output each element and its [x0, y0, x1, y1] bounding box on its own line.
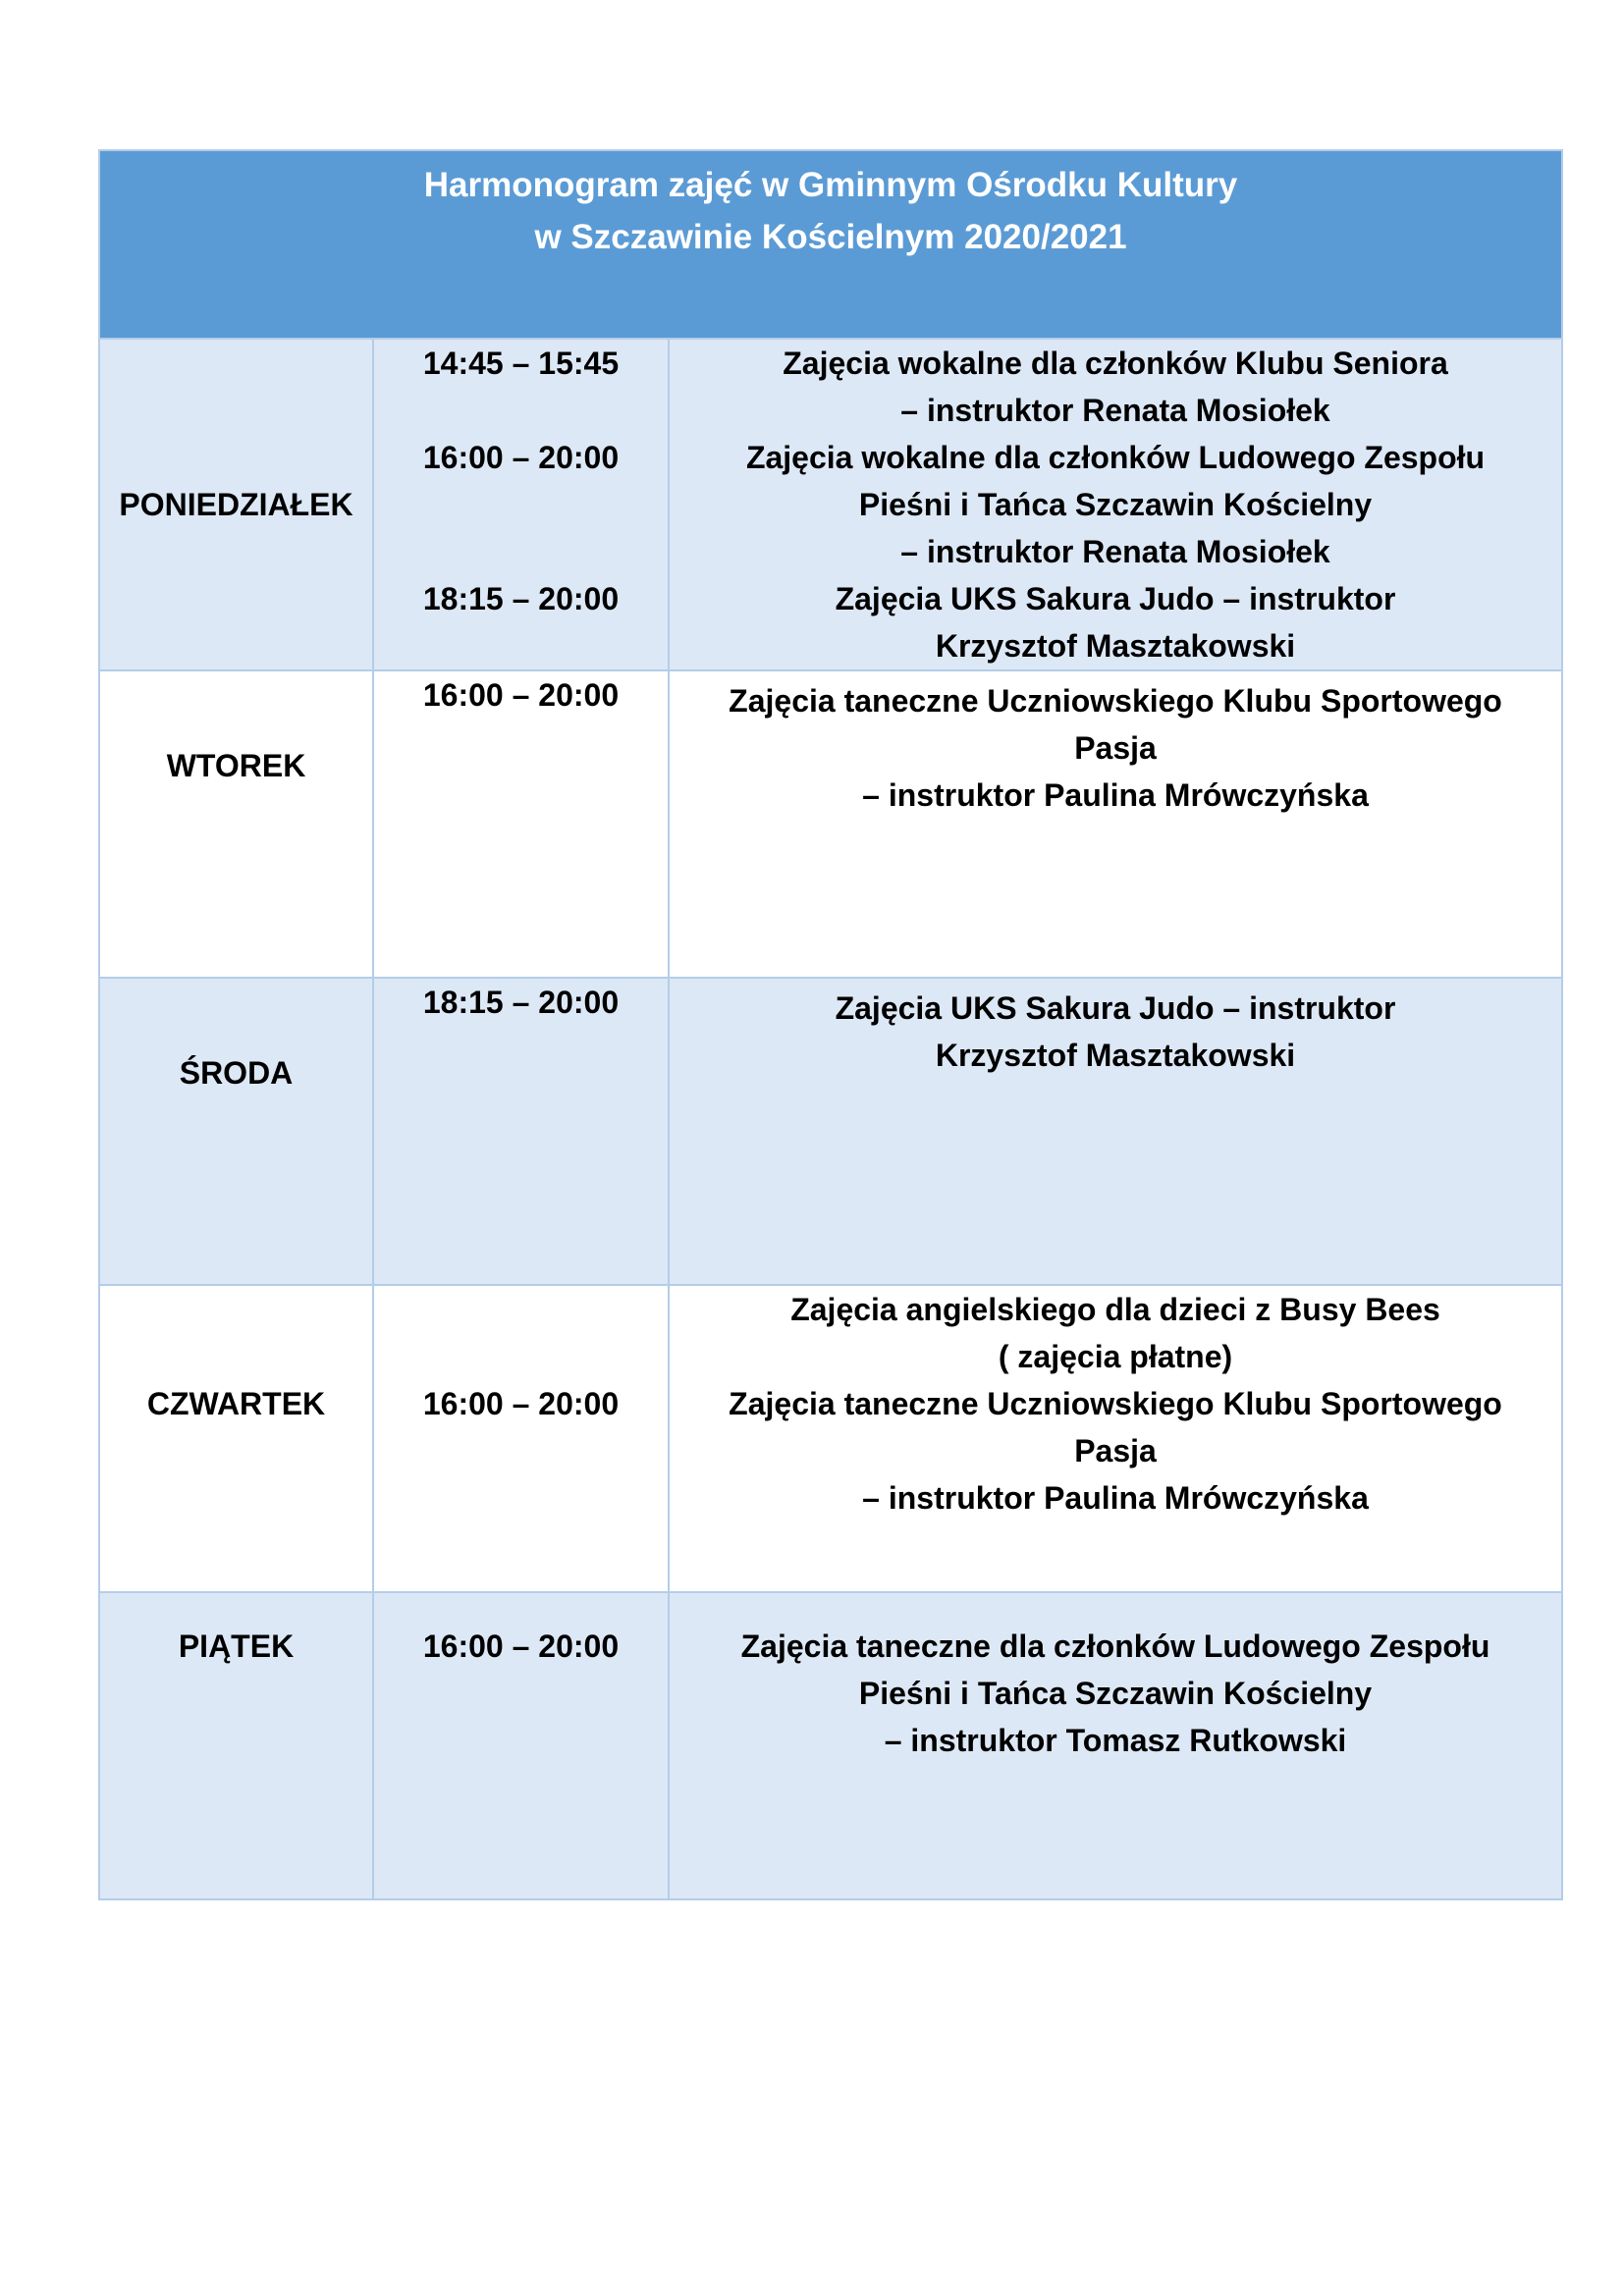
description-cell: [669, 1285, 1562, 1592]
description-line: Zajęcia taneczne Uczniowskiego Klubu Sportowego: [729, 1386, 1502, 1421]
description-line: Zajęcia wokalne dla członków Klubu Seniora: [783, 346, 1448, 381]
description-line: Pasja: [1074, 730, 1157, 766]
time-label: 18:15 – 20:00: [422, 985, 620, 1020]
title-line-2: w Szczawinie Kościelnym 2020/2021: [534, 218, 1127, 256]
description-line: – instruktor Paulina Mrówczyńska: [862, 777, 1369, 813]
time-label: 16:00 – 20:00: [422, 440, 620, 475]
description-line: Zajęcia angielskiego dla dzieci z Busy Bees: [790, 1292, 1440, 1327]
day-cell: [99, 978, 373, 1285]
day-cell: [99, 1592, 373, 1899]
time-cell: [373, 670, 669, 978]
day-cell: [99, 670, 373, 978]
description-line: – instruktor Renata Mosiołek: [900, 534, 1330, 569]
time-label: 16:00 – 20:00: [422, 1386, 620, 1421]
schedule-table: [98, 149, 1563, 1900]
description-line: Zajęcia taneczne Uczniowskiego Klubu Sportowego: [729, 683, 1502, 719]
time-label: 16:00 – 20:00: [422, 677, 620, 713]
description-line: – instruktor Paulina Mrówczyńska: [862, 1480, 1369, 1516]
day-label: PONIEDZIAŁEK: [119, 487, 353, 522]
time-label: 18:15 – 20:00: [422, 581, 620, 616]
table-row-tuesday: [99, 670, 1562, 978]
day-label: CZWARTEK: [146, 1386, 326, 1421]
description-line: – instruktor Renata Mosiołek: [900, 393, 1330, 428]
day-cell: [99, 339, 373, 670]
description-cell: [669, 1592, 1562, 1899]
description-line: Zajęcia wokalne dla członków Ludowego Zespołu: [745, 440, 1486, 475]
description-line: Pieśni i Tańca Szczawin Kościelny: [858, 1676, 1373, 1711]
description-line: Zajęcia taneczne dla członków Ludowego Zespołu: [740, 1629, 1490, 1664]
description-cell: [669, 339, 1562, 670]
table-header: [99, 150, 1562, 339]
day-cell: [99, 1285, 373, 1592]
description-line: Zajęcia UKS Sakura Judo – instruktor: [835, 990, 1396, 1026]
time-cell: [373, 1285, 669, 1592]
time-cell: [373, 1592, 669, 1899]
table-row-wednesday: [99, 978, 1562, 1285]
description-cell: [669, 670, 1562, 978]
day-label: WTOREK: [166, 748, 306, 783]
time-cell: [373, 978, 669, 1285]
description-line: – instruktor Tomasz Rutkowski: [884, 1723, 1347, 1758]
description-line: Pasja: [1074, 1433, 1157, 1468]
description-line: Krzysztof Masztakowski: [935, 628, 1296, 664]
description-line: ( zajęcia płatne): [998, 1339, 1233, 1374]
title-line-1: Harmonogram zajęć w Gminnym Ośrodku Kultury: [423, 166, 1238, 204]
time-cell: [373, 339, 669, 670]
table-row-thursday: [99, 1285, 1562, 1592]
description-line: Krzysztof Masztakowski: [935, 1038, 1296, 1073]
description-line: Pieśni i Tańca Szczawin Kościelny: [858, 487, 1373, 522]
time-label: 14:45 – 15:45: [422, 346, 620, 381]
day-label: ŚRODA: [179, 1055, 294, 1091]
time-label: 16:00 – 20:00: [422, 1629, 620, 1664]
table-row-monday: [99, 339, 1562, 670]
description-line: Zajęcia UKS Sakura Judo – instruktor: [835, 581, 1396, 616]
description-cell: [669, 978, 1562, 1285]
day-label: PIĄTEK: [178, 1629, 295, 1664]
table-row-friday: [99, 1592, 1562, 1899]
